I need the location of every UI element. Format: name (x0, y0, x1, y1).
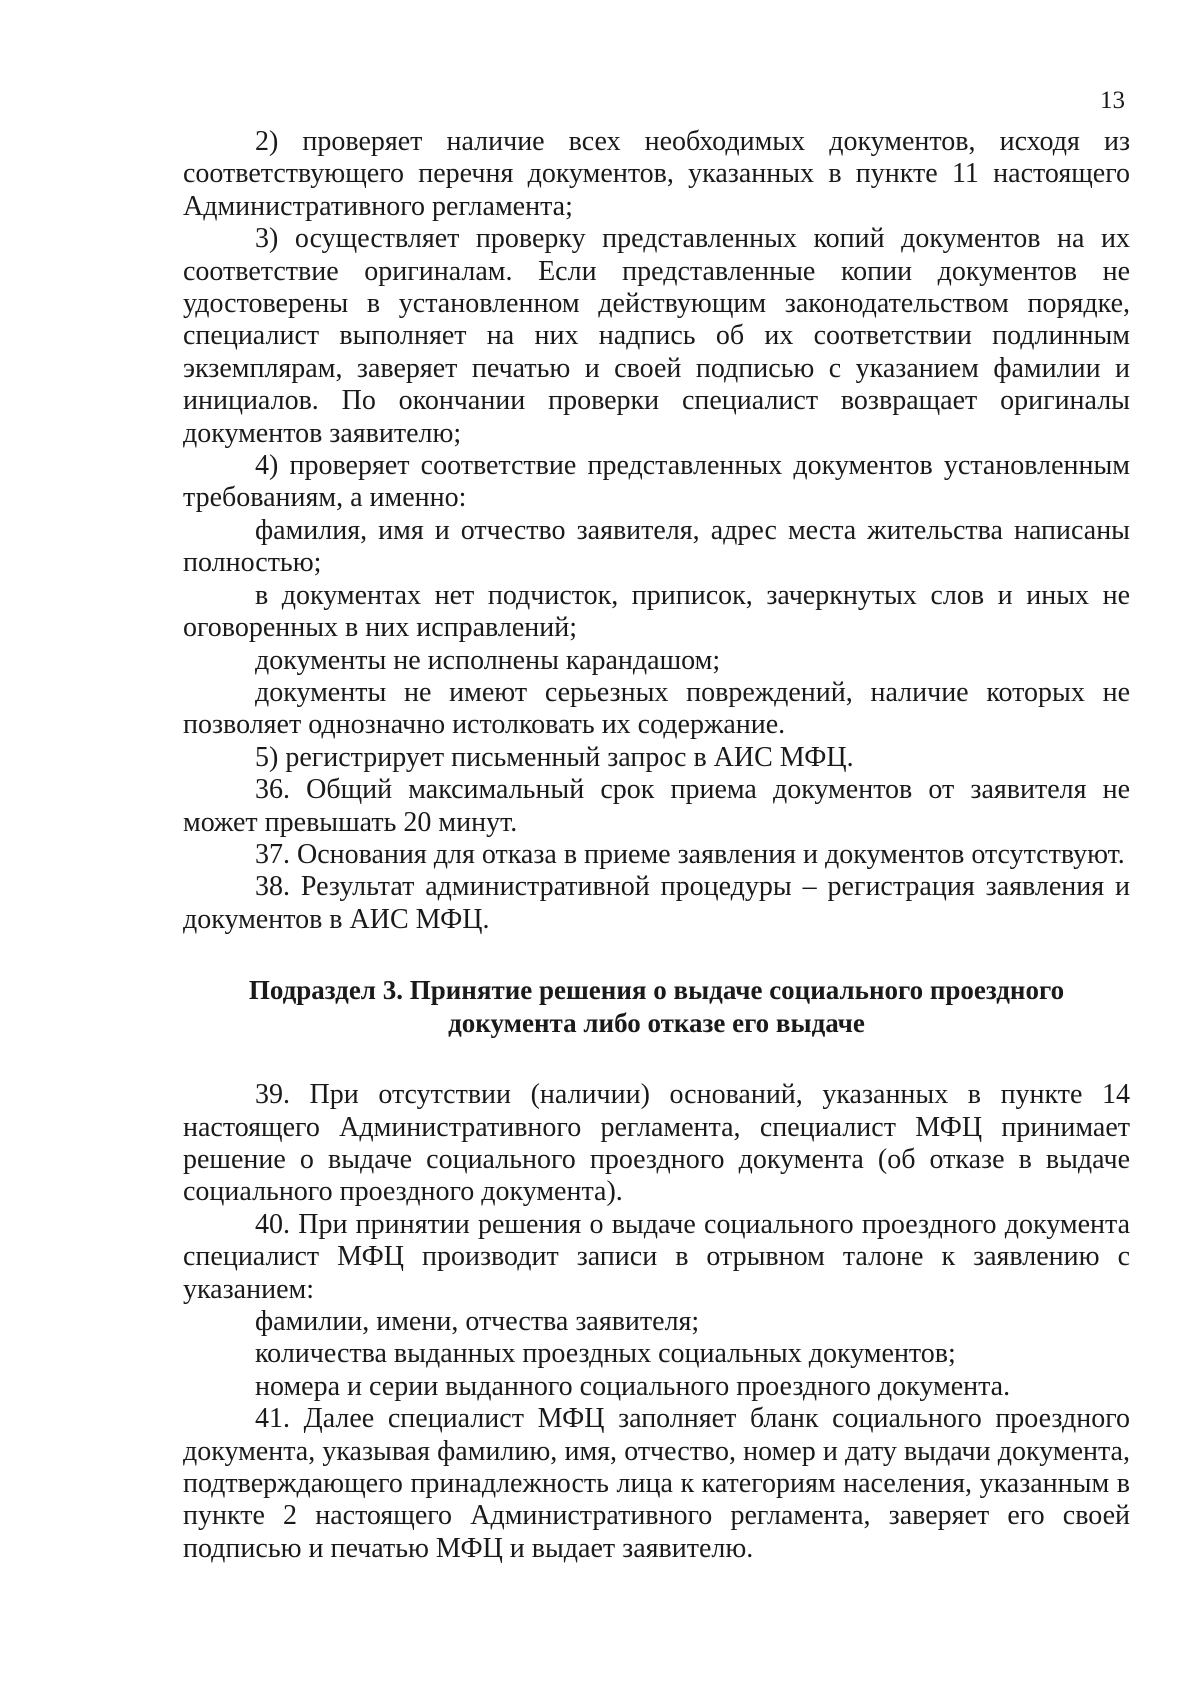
paragraph: 5) регистрирует письменный запрос в АИС МФЦ. (255, 741, 854, 773)
paragraph: фамилии, имени, отчества заявителя; (255, 1306, 700, 1337)
paragraph: 39. При отсутствии (наличии) оснований, указанных в пункте 14 настоящего Административного регламента, специалист МФЦ принимает решение о выдаче социального проездного документа (об отказе в выдаче социального проездного документа). (183, 1079, 1130, 1208)
paragraph: 41. Далее специалист МФЦ заполняет бланк социального проездного документа, указывая фамилию, имя, отчество, номер и дату выдачи документа, подтверждающего принадлежность лица к категориям населения, указанным в пункте 2 настоящего Административного регламента, заверяет его своей подписью и печатью МФЦ и выдает заявителю. (183, 1403, 1130, 1564)
paragraph: номера и серии выданного социального проездного документа. (255, 1370, 1011, 1402)
paragraph: 2) проверяет наличие всех необходимых документов, исходя из соответствующего перечня документов, указанных в пункте 11 настоящего Административного регламента; (183, 126, 1130, 222)
paragraph: 37. Основания для отказа в приеме заявления и документов отсутствуют. (255, 838, 1125, 870)
paragraph: 36. Общий максимальный срок приема документов от заявителя не может превышать 20 минут. (183, 774, 1130, 838)
page-number: 13 (1100, 87, 1125, 114)
document-body (183, 126, 1130, 1565)
paragraph: документы не имеют серьезных повреждений, наличие которых не позволяет однозначно истолковать их содержание. (183, 676, 1130, 741)
paragraph: количества выданных проездных социальных документов; (255, 1338, 956, 1370)
paragraph: 38. Результат административной процедуры – регистрация заявления и документов в АИС МФЦ. (183, 871, 1130, 935)
paragraph: документы не исполнены карандашом; (255, 644, 721, 676)
paragraph: фамилия, имя и отчество заявителя, адрес места жительства написаны полностью; (183, 514, 1130, 579)
paragraph: 40. При принятии решения о выдаче социального проездного документа специалист МФЦ производит записи в отрывном талоне к заявлению с указанием: (183, 1208, 1130, 1305)
paragraph: 4) проверяет соответствие представленных документов установленным требованиям, а именно: (183, 450, 1130, 514)
paragraph: 3) осуществляет проверку представленных копий документов на их соответствие оригиналам. Если представленные копии документов не удостоверены в установленном действующим законодательством порядке, специалист выполняет на них надпись об их соответствии подлинным экземплярам, заверяет печатью и своей подписью с указанием фамилии и инициалов. По окончании проверки специалист возвращает оригиналы документов заявителю; (183, 223, 1130, 449)
paragraph: в документах нет подчисток, приписок, зачеркнутых слов и иных не оговоренных в них исправлений; (183, 579, 1130, 644)
subsection-heading-line: Подраздел 3. Принятие решения о выдаче социального проездного (248, 975, 1065, 1006)
subsection-heading (183, 974, 1130, 1040)
subsection-heading-line: документа либо отказе его выдаче (448, 1008, 865, 1039)
